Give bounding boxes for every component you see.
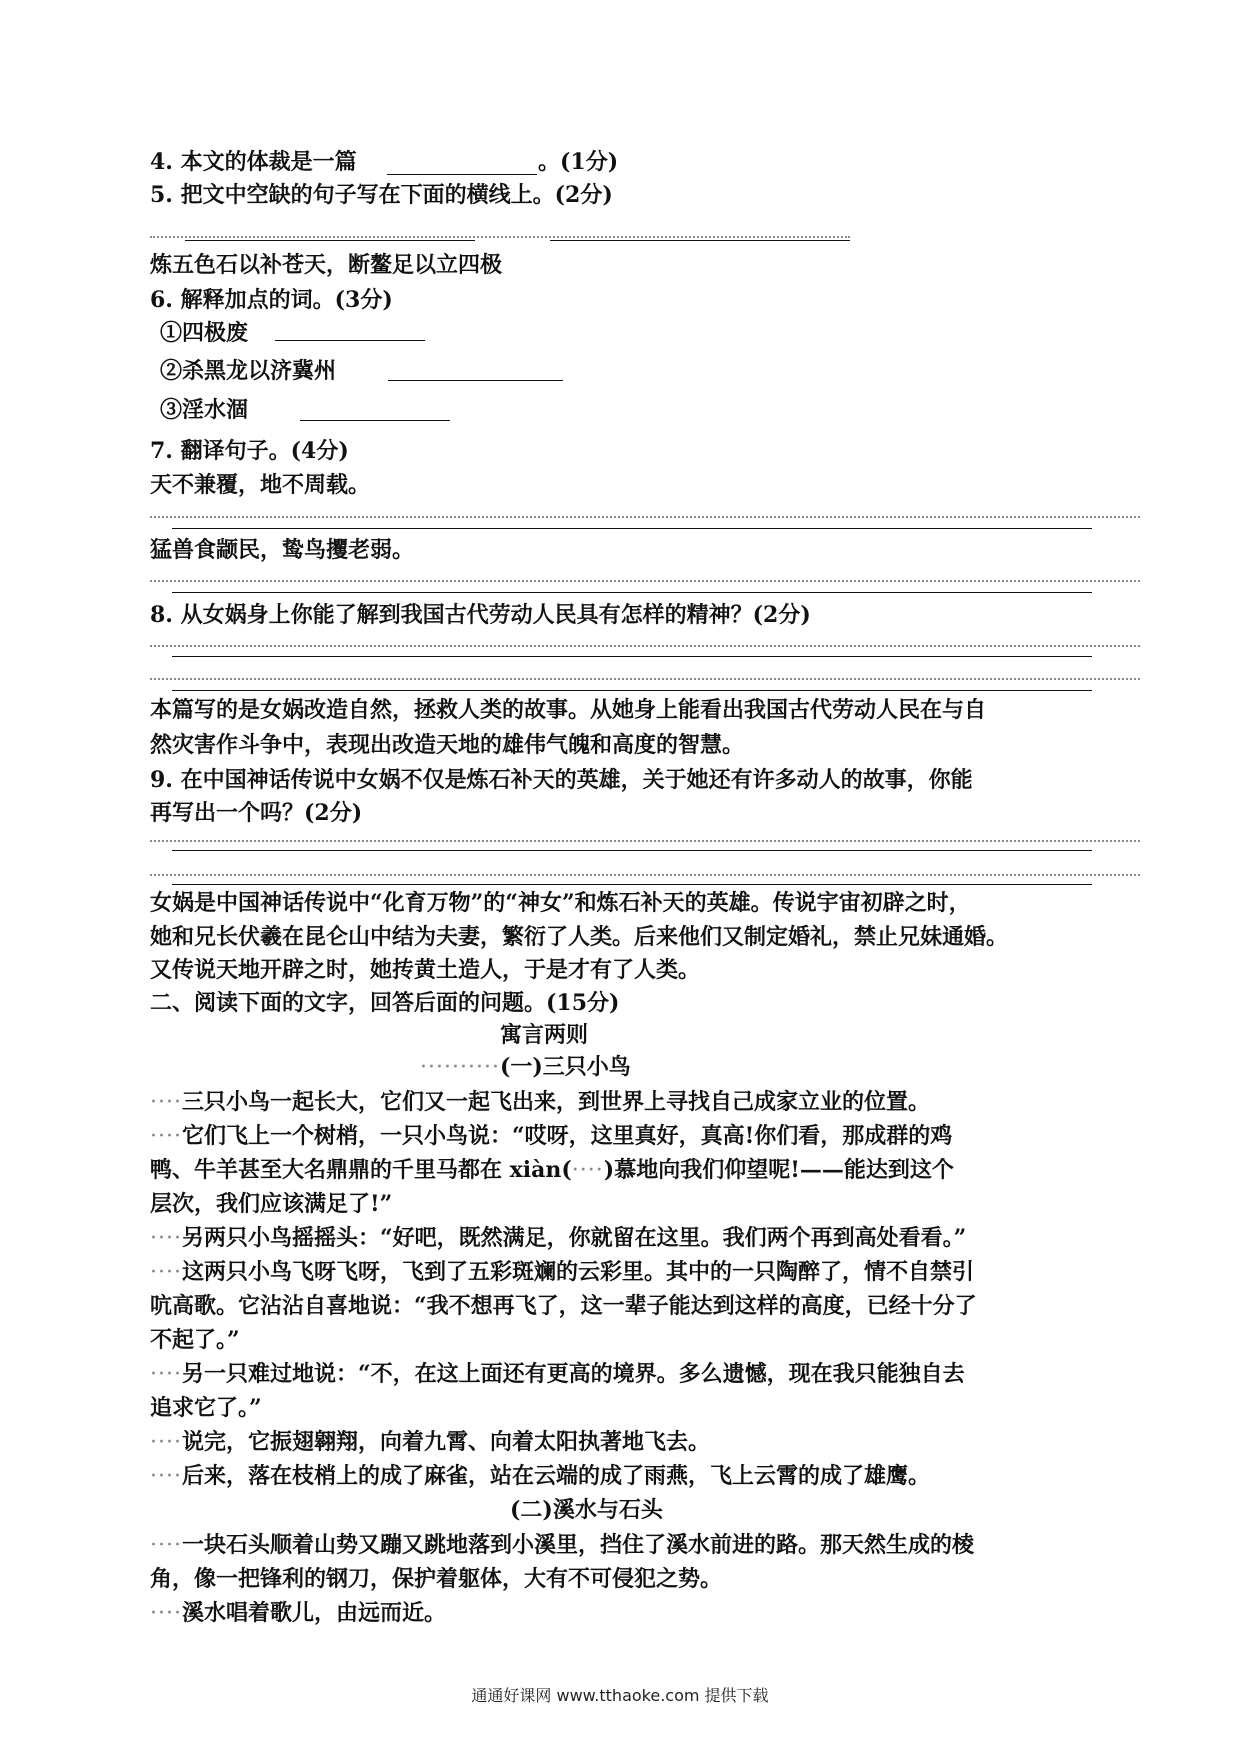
indent-dots: ···· — [150, 1601, 182, 1626]
q9-dotted-guide-2 — [150, 874, 1140, 876]
q6-item-1: ①四极废 — [160, 320, 249, 346]
q9-answer-line-a: 女娲是中国神话传说中“化育万物”的“神女”和炼石补天的英雄。传说宇宙初辟之时， — [150, 890, 971, 916]
q6-item-3: ③淫水涸 — [160, 397, 249, 423]
pinyin-blank-dots[interactable]: ···· — [571, 1158, 604, 1183]
q7-dotted-guide-2 — [150, 580, 1140, 582]
q6-item-2-blank[interactable] — [388, 380, 563, 381]
fable2-title: (二)溪水与石头 — [510, 1497, 663, 1523]
page-footer: 通通好课网 www.tthaoke.com 提供下载 — [471, 1686, 769, 1705]
fable1-para-4 — [150, 1257, 974, 1288]
q9-dotted-guide-1 — [150, 840, 1140, 842]
q8-answer-line-1[interactable] — [172, 656, 1092, 657]
q5-answer: 炼五色石以补苍天，断鳌足以立四极 — [150, 252, 503, 278]
q8-answer-line-a: 本篇写的是女娲改造自然，拯救人类的故事。从她身上能看出我国古代劳动人民在与自 — [150, 697, 987, 723]
q7-sentence-1: 天不兼覆，地不周载。 — [150, 472, 371, 498]
section2-heading: 二、阅读下面的文字，回答后面的问题。(15分) — [150, 990, 620, 1016]
q7-answer-line-1[interactable] — [172, 528, 1092, 529]
q8-text: 8. 从女娲身上你能了解到我国古代劳动人民具有怎样的精神？(2分) — [150, 602, 811, 628]
q6-text: 6. 解释加点的词。(3分) — [150, 287, 393, 313]
fable1-line-3b: )慕地向我们仰望呢!——能达到这个 — [603, 1157, 954, 1183]
q4-text — [150, 147, 357, 177]
fable2-para-1 — [150, 1530, 974, 1561]
fable1-para-3 — [150, 1223, 966, 1254]
q9-answer-line-b: 她和兄长伏羲在昆仑山中结为夫妻，繁衍了人类。后来他们又制定婚礼，禁止兄妹通婚。 — [150, 924, 1009, 950]
fable2-para-2 — [150, 1598, 446, 1629]
indent-dots: ···· — [150, 1464, 182, 1489]
indent-dots: ···· — [150, 1533, 182, 1558]
fable1-line-3a: 鸭、牛羊甚至大名鼎鼎的千里马都在 xiàn( — [150, 1157, 572, 1183]
indent-dots: ···· — [150, 1090, 182, 1115]
fables-title: 寓言两则 — [500, 1022, 589, 1048]
fable1-line-4: 层次，我们应该满足了!” — [150, 1191, 393, 1217]
fable1-para-7 — [150, 1461, 930, 1492]
fable1-title: (一)三只小鸟 — [499, 1054, 631, 1080]
fable2-line-3: 溪水唱着歌儿，由远而近。 — [181, 1600, 446, 1626]
fable1-line-6: 这两只小鸟飞呀飞呀，飞到了五彩斑斓的云彩里。其中的一只陶醉了，情不自禁引 — [181, 1259, 974, 1285]
q8-dotted-guide-2 — [150, 678, 1140, 680]
q4-tail: 。(1分) — [538, 149, 619, 175]
q6-item-1-blank[interactable] — [275, 340, 425, 341]
fable2-line-1: 一块石头顺着山势又蹦又跳地落到小溪里，挡住了溪水前进的路。那天然生成的棱 — [181, 1532, 974, 1558]
q8-answer-line-2[interactable] — [172, 690, 1092, 691]
q7-sentence-2: 猛兽食颛民，鸷鸟攫老弱。 — [150, 537, 415, 563]
fable2-line-2: 角，像一把锋利的钢刀，保护着躯体，大有不可侵犯之势。 — [150, 1566, 723, 1592]
fable1-para-5 — [150, 1359, 965, 1390]
q5-answer-blank-1[interactable] — [185, 240, 475, 241]
fable1-para-2 — [150, 1121, 952, 1152]
q9-text-line-1: 9. 在中国神话传说中女娲不仅是炼石补天的英雄，关于她还有许多动人的故事，你能 — [150, 767, 973, 793]
fable1-line-5: 另两只小鸟摇摇头：“好吧，既然满足，你就留在这里。我们两个再到高处看看。” — [181, 1225, 967, 1251]
fable1-line-10: 追求它了。” — [150, 1395, 262, 1421]
fable1-title-row — [420, 1052, 631, 1083]
q5-dotted-guide — [150, 236, 850, 238]
q7-text: 7. 翻译句子。(4分) — [150, 438, 349, 464]
indent-dots: ···· — [150, 1124, 182, 1149]
fable1-para-1 — [150, 1087, 930, 1118]
fable1-line-8: 不起了。” — [150, 1327, 240, 1353]
q8-dotted-guide-1 — [150, 645, 1140, 647]
fable1-line-9: 另一只难过地说：“不，在这上面还有更高的境界。多么遗憾，现在我只能独自去 — [181, 1361, 965, 1387]
q4-label: 4. 本文的体裁是一篇 — [150, 149, 357, 175]
fable1-line-12: 后来，落在枝梢上的成了麻雀，站在云端的成了雨燕，飞上云霄的成了雄鹰。 — [181, 1463, 930, 1489]
indent-dots: ···· — [150, 1430, 182, 1455]
q9-text-line-2: 再写出一个吗？(2分) — [150, 800, 363, 826]
fable1-line-11: 说完，它振翅翱翔，向着九霄、向着太阳执著地飞去。 — [181, 1429, 710, 1455]
q6-item-2: ②杀黑龙以济冀州 — [160, 358, 337, 384]
q6-item-3-blank[interactable] — [300, 420, 450, 421]
indent-dots: ···· — [150, 1260, 182, 1285]
fable1-line-2: 它们飞上一个树梢，一只小鸟说：“哎呀，这里真好，真高!你们看，那成群的鸡 — [181, 1123, 953, 1149]
q8-answer-line-b: 然灾害作斗争中，表现出改造天地的雄伟气魄和高度的智慧。 — [150, 732, 745, 758]
indent-dots: ···· — [150, 1362, 182, 1387]
fable1-line-1: 三只小鸟一起长大，它们又一起飞出来，到世界上寻找自己成家立业的位置。 — [181, 1089, 930, 1115]
q5-answer-blank-2[interactable] — [550, 240, 850, 241]
indent-dots: ···· — [150, 1226, 182, 1251]
fable1-line-7: 吭高歌。它沾沾自喜地说：“我不想再飞了，这一辈子能达到这样的高度，已经十分了 — [150, 1293, 977, 1319]
fable1-para-2b — [150, 1155, 954, 1186]
q4-answer-blank[interactable] — [387, 174, 537, 175]
fable1-title-dots: ·········· — [420, 1055, 500, 1080]
q7-answer-line-2[interactable] — [172, 592, 1092, 593]
q5-text: 5. 把文中空缺的句子写在下面的横线上。(2分) — [150, 182, 613, 208]
q9-answer-line-2[interactable] — [172, 884, 1092, 885]
fable1-para-6 — [150, 1427, 710, 1458]
q9-answer-line-c: 又传说天地开辟之时，她抟黄土造人，于是才有了人类。 — [150, 957, 701, 983]
q7-dotted-guide-1 — [150, 516, 1140, 518]
q9-answer-line-1[interactable] — [172, 850, 1092, 851]
